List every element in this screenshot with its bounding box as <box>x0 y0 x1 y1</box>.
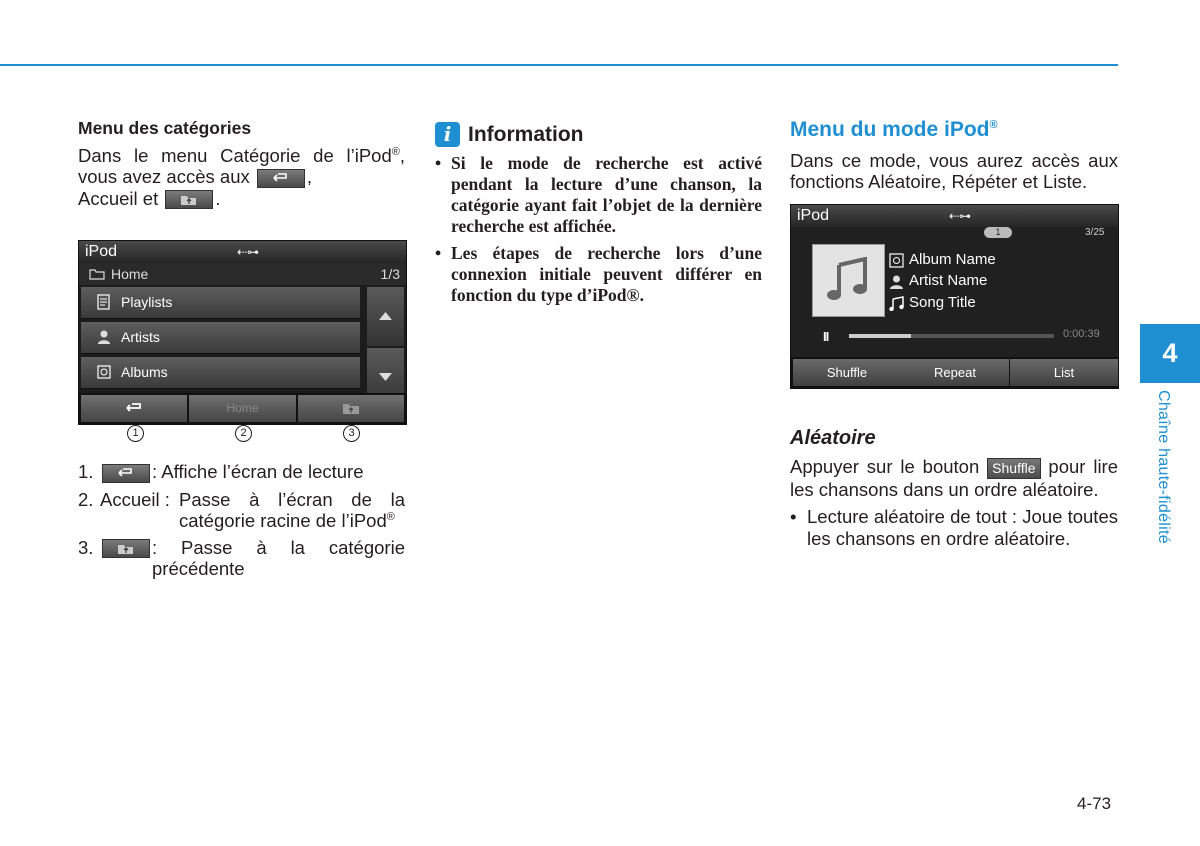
artist-name: Artist Name <box>909 272 988 289</box>
usb-icon: ⇠⊶ <box>949 209 972 223</box>
bullet: • <box>435 153 442 173</box>
chapter-label: Chaîne haute-fidélité <box>1155 390 1172 544</box>
shuffle-button[interactable]: Shuffle <box>793 359 901 386</box>
list-item-label: Playlists <box>121 294 173 311</box>
paragraph-text: pour lire les chansons dans un ordre aléatoire. <box>790 456 1119 500</box>
info-item <box>435 243 762 306</box>
callout-3: 3 <box>343 425 360 442</box>
back-icon <box>117 467 135 479</box>
screen-header <box>79 241 406 263</box>
intro-text: . <box>215 187 221 209</box>
song-title: Song Title <box>909 294 976 311</box>
list-item <box>78 537 405 579</box>
top-rule <box>0 64 1118 66</box>
list-item <box>78 461 405 483</box>
folder-up-button[interactable] <box>298 395 404 422</box>
info-item <box>435 153 762 237</box>
back-button-illustration <box>257 169 305 188</box>
music-note-icon <box>827 257 869 303</box>
info-icon: i <box>435 122 460 147</box>
shuffle-paragraph <box>790 456 1118 500</box>
list-description-text: Passe à l’écran de la catégorie racine de l’iPod <box>179 488 405 531</box>
track-counter: 3/25 <box>1085 227 1105 238</box>
screen-title: iPod <box>85 243 118 261</box>
playlist-icon <box>97 294 111 310</box>
list-item <box>78 489 405 531</box>
list-number: 3. <box>78 536 94 558</box>
intro-text: Accueil et <box>78 187 159 209</box>
screen-bottom-bar <box>79 393 406 424</box>
back-icon <box>272 172 290 184</box>
folder-up-icon <box>117 542 135 554</box>
list-number: 2. <box>78 488 94 510</box>
folder-up-button-illustration <box>102 539 150 558</box>
chapter-tab: 4 <box>1140 324 1200 383</box>
artist-icon <box>97 329 111 345</box>
list-item-artists[interactable] <box>81 322 360 354</box>
back-icon <box>124 401 144 415</box>
back-button[interactable] <box>81 395 187 422</box>
repeat-indicator: 1 <box>984 227 1012 238</box>
info-text: Les étapes de recherche lors d’une connexion initiale peuvent différer en fonction du type d’iPod®. <box>451 243 762 305</box>
page-indicator: 1/3 <box>380 266 400 283</box>
album-icon <box>97 364 111 380</box>
page-number: 4-73 <box>1077 794 1112 813</box>
list-button[interactable]: List <box>1010 359 1118 386</box>
bullet-item <box>790 506 1118 550</box>
list-description: : Affiche l’écran de lecture <box>152 461 364 483</box>
folder-up-button-illustration <box>165 190 213 209</box>
playback-controls <box>791 357 1118 388</box>
paragraph-text: Appuyer sur le bouton <box>790 456 980 477</box>
back-button-illustration <box>102 464 150 483</box>
column-information <box>435 122 762 312</box>
callout-2: 2 <box>235 425 252 442</box>
scroll-up-button[interactable] <box>367 287 404 346</box>
screen-header <box>791 205 1118 227</box>
intro-paragraph: Dans ce mode, vous aurez accès aux fonctions Aléatoire, Répéter et Liste. <box>790 150 1118 192</box>
progress-bar[interactable] <box>849 334 1054 338</box>
album-row <box>889 251 996 268</box>
album-icon <box>889 253 904 268</box>
breadcrumb <box>79 263 406 285</box>
album-art <box>812 244 885 317</box>
bullet: • <box>435 243 442 263</box>
song-row <box>889 294 976 311</box>
numbered-list <box>78 461 405 579</box>
intro-text: Dans le menu Catégorie de l’iPod <box>78 145 392 166</box>
elapsed-time: 0:00:39 <box>1063 328 1100 340</box>
registered-mark: ® <box>391 145 400 158</box>
folder-icon <box>89 268 105 280</box>
intro-text: , <box>306 166 313 187</box>
column-ipod-mode <box>790 118 1118 550</box>
ipod-category-screen <box>78 240 407 425</box>
list-description <box>179 489 405 531</box>
info-header <box>435 122 762 147</box>
artist-row <box>889 272 987 289</box>
folder-up-icon <box>180 193 198 205</box>
repeat-button[interactable]: Repeat <box>901 359 1009 386</box>
album-name: Album Name <box>909 251 996 268</box>
list-text <box>100 461 364 483</box>
list-item-label: Artists <box>121 329 160 346</box>
list-label: Accueil : <box>100 488 170 510</box>
artist-icon <box>889 274 904 289</box>
list-item-label: Albums <box>121 364 168 381</box>
callout-1: 1 <box>127 425 144 442</box>
section-heading: Menu des catégories <box>78 118 252 138</box>
breadcrumb-label: Home <box>111 266 149 283</box>
sub-heading: Aléatoire <box>790 427 876 449</box>
info-text: Si le mode de recherche est activé pendant la lecture d’une chanson, la catégorie ayant fait l’objet de la dernière recherche est affichée. <box>451 153 762 236</box>
registered-mark: ® <box>386 510 395 523</box>
progress-fill <box>849 334 911 338</box>
section-heading <box>790 118 1118 142</box>
usb-icon: ⇠⊶ <box>237 245 260 260</box>
folder-up-icon <box>342 401 360 415</box>
intro-paragraph <box>78 145 405 209</box>
list-item-albums[interactable] <box>81 357 360 389</box>
song-icon <box>889 296 904 311</box>
heading-text: Menu du mode iPod <box>790 118 990 141</box>
bullet: • <box>790 505 797 527</box>
registered-mark: ® <box>989 119 998 131</box>
column-categories <box>78 118 405 585</box>
intro-text: , vous avez accès aux <box>78 145 405 187</box>
callout-row <box>78 425 405 443</box>
screen-title: iPod <box>797 207 830 224</box>
info-title: Information <box>468 122 584 146</box>
pause-icon[interactable]: II <box>823 329 829 344</box>
shuffle-button-illustration: Shuffle <box>987 458 1040 479</box>
list-number: 1. <box>78 461 94 483</box>
arrow-down-icon <box>379 372 392 382</box>
home-button[interactable]: Home <box>189 395 296 422</box>
ipod-playback-screen <box>790 204 1119 389</box>
list-item-playlists[interactable] <box>81 287 360 319</box>
bullet-text: Lecture aléatoire de tout : Joue toutes les chansons en ordre aléatoire. <box>807 505 1118 549</box>
arrow-up-icon <box>379 311 392 321</box>
list-description: : Passe à la catégorie précédente <box>152 536 405 579</box>
